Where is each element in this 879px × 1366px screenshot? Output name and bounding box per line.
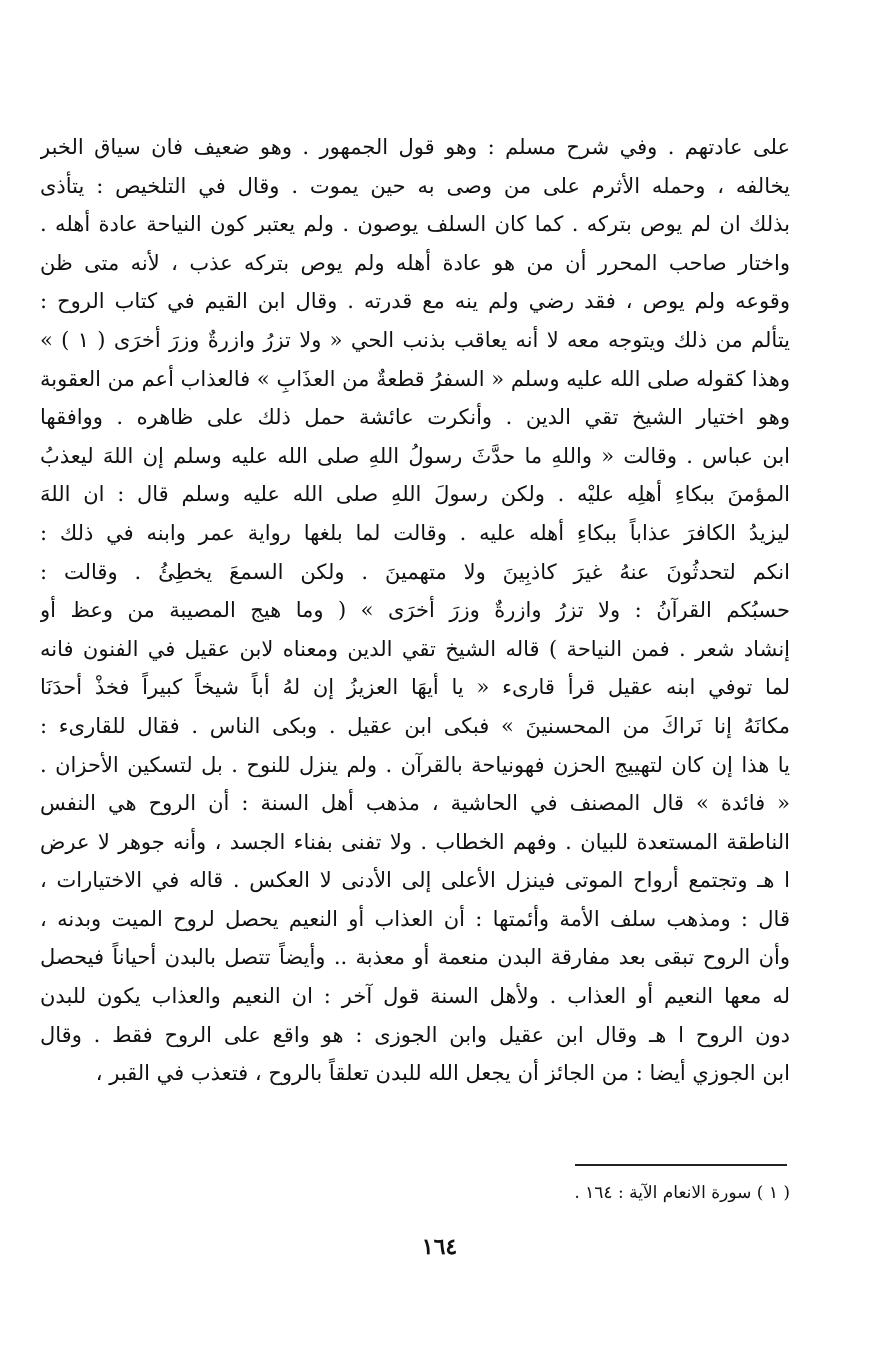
text-line: وهذا كقوله صلى الله عليه وسلم « السفرُ قطعةٌ من العذَابِ » فالعذاب أعم من العقوبة	[40, 366, 790, 391]
text-line: لما توفي ابنه عقيل قرأ قارىء « يا أيهَا العزيزُ إن لهُ أباً شيخاً كبيراً فخذْ أحدَنَا	[40, 675, 790, 700]
text-line: على عادتهم . وفي شرح مسلم : وهو قول الجمهور . وهو ضعيف فان سياق الخبر	[40, 135, 790, 159]
text-line: « فائدة » قال المصنف في الحاشية ، مذهب أهل السنة : أن الروح هي النفس	[40, 791, 790, 816]
main-text-block	[40, 128, 790, 1093]
text-line: وهو اختيار الشيخ تقي الدين . وأنكرت عائشة حمل ذلك على ظاهره . ووافقها	[40, 405, 790, 430]
text-line: بذلك ان لم يوص بتركه . كما كان السلف يوصون . ولم يعتبر كون النياحة عادة أهله .	[40, 212, 790, 237]
text-line: يتألم من ذلك ويتوجه معه لا أنه يعاقب بذنب الحي « ولا تزرُ وازرةٌ وزرَ أخرَى ( ١ ) »	[40, 327, 790, 352]
text-line: حسبُكم القرآنُ : ولا تزرُ وازرةٌ وزرَ أخرَى » ( وما هيج المصيبة من وعظ أو	[40, 598, 790, 623]
text-line: ابن الجوزي أيضا : من الجائز أن يجعل الله للبدن تعلقاً بالروح ، فتعذب في القبر ،	[95, 1061, 790, 1086]
text-line: قال : ومذهب سلف الأمة وأئمتها : أن العذاب أو النعيم يحصل لروح الميت وبدنه ،	[40, 906, 790, 931]
text-line: وأن الروح تبقى بعد مفارقة البدن منعمة أو معذبة .. وأيضاً تتصل بالبدن أحياناً فيحصل	[40, 945, 790, 970]
text-line: انكم لتحدثُونَ عنهُ غيرَ كاذبِينَ ولا متهمينَ . ولكن السمعَ يخطِئُ . وقالت :	[40, 559, 790, 584]
text-line: ا هـ وتجتمع أرواح الموتى فينزل الأعلى إلى الأدنى لا العكس . قاله في الاختيارات ،	[40, 868, 790, 893]
text-line: ابن عباس . وقالت « واللهِ ما حدَّثَ رسولُ اللهِ صلى الله عليه وسلم إن اللهَ ليعذبُ	[40, 443, 790, 468]
text-line: دون الروح ا هـ وقال ابن عقيل وابن الجوزى : هو واقع على الروح فقط . وقال	[40, 1022, 790, 1047]
text-line: إنشاد شعر . فمن النياحة ) قاله الشيخ تقي الدين ومعناه لابن عقيل في الفنون فانه	[40, 636, 790, 661]
text-line: الناطقة المستعدة للبيان . وفهم الخطاب . ولا تفنى بفناء الجسد ، وأنه جوهر لا عرض	[40, 829, 790, 854]
text-line: واختار صاحب المحرر أن من هو عادة أهله ولم يوص بتركه عذب ، لأنه متى ظن	[40, 250, 790, 275]
footnote-separator	[575, 1164, 787, 1166]
footnote: ( ١ ) سورة الانعام الآية : ١٦٤ .	[574, 1183, 790, 1203]
text-line: ليزيدُ الكافرَ عذاباً ببكاءِ أهله عليه . وقالت لما بلغها رواية عمر وابنه في ذلك :	[40, 520, 790, 545]
page-number: ١٦٤	[421, 1234, 458, 1260]
text-line: مكانَهُ إنا نَراكَ من المحسنينَ » فبكى ابن عقيل . وبكى الناس . فقال للقارىء :	[40, 713, 790, 738]
text-line: يا هذا إن كان لتهييج الحزن فهونياحة بالقرآن . ولم ينزل للنوح . بل لتسكين الأحزان .	[40, 752, 790, 777]
text-line: المؤمنَ ببكاءِ أهلِه عليْه . ولكن رسولَ اللهِ صلى الله عليه وسلم قال : ان اللهَ	[40, 482, 790, 507]
text-line: يخالفه ، وحمله الأثرم على من وصى به حين يموت . وقال في التلخيص : يتأذى	[40, 173, 790, 198]
text-line: وقوعه ولم يوص ، فقد رضي ولم ينه مع قدرته . وقال ابن القيم في كتاب الروح :	[40, 289, 790, 314]
text-line: له معها النعيم أو العذاب . ولأهل السنة قول آخر : ان النعيم والعذاب يكون للبدن	[40, 984, 790, 1009]
